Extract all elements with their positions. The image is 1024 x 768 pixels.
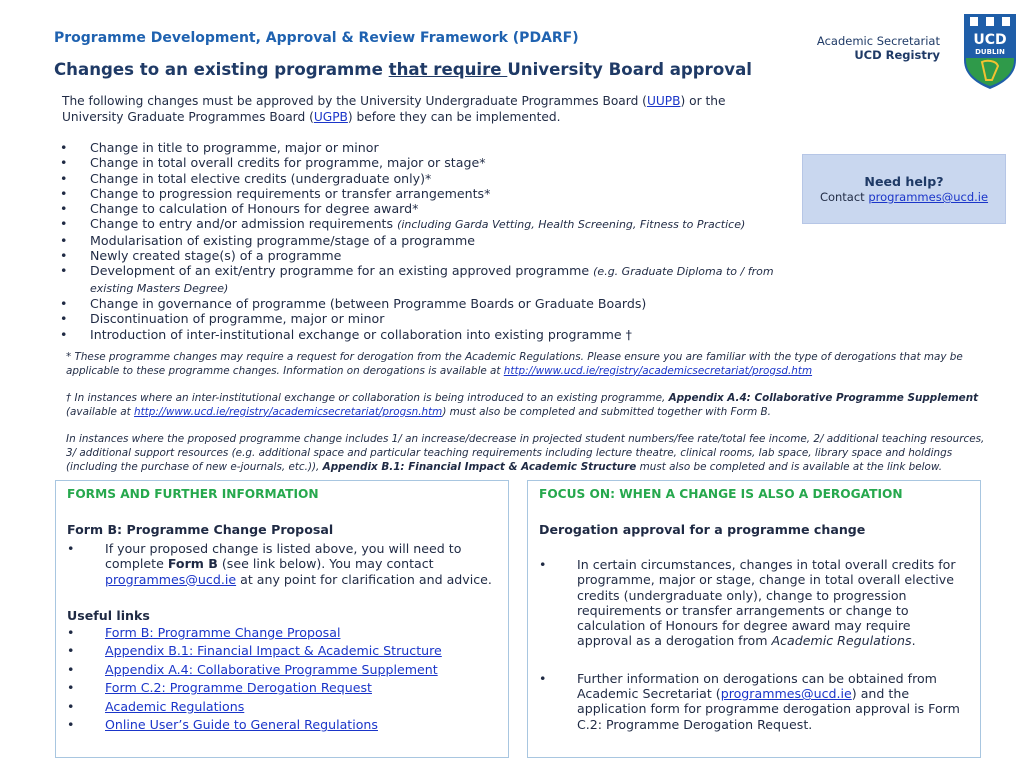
useful-link[interactable]: Academic Regulations (105, 698, 245, 714)
change-item-text: Change to progression requirements or transfer arrangements* (90, 185, 491, 201)
useful-link[interactable]: Appendix B.1: Financial Impact & Academic Structure (105, 643, 442, 659)
useful-link-item (67, 624, 508, 642)
org-block (817, 34, 940, 62)
bullet-dot: • (67, 698, 75, 714)
bullet-dot: • (67, 661, 75, 677)
derogation-heading: Derogation approval for a programme change (539, 522, 866, 537)
change-item-text: Change to entry and/or admission requirements (90, 216, 398, 232)
footnote-dagger (66, 392, 994, 419)
useful-link[interactable]: Form B: Programme Change Proposal (105, 624, 341, 640)
derogation-email-link[interactable]: programmes@ucd.ie (720, 686, 852, 702)
useful-link[interactable]: Online User’s Guide to General Regulations (105, 716, 378, 732)
change-item-text: Change in governance of programme (between Programme Boards or Graduate Boards) (90, 295, 647, 311)
help-heading: Need help? (864, 174, 944, 189)
footnote-dagger-text-1: † In instances where an inter-institutional exchange or collaboration is being introduced to an existing programme, (66, 392, 669, 405)
framework-kicker: Programme Development, Approval & Review Framework (PDARF) (54, 30, 579, 46)
change-item (60, 171, 790, 186)
useful-links-list (67, 624, 508, 734)
footnote-finance-text-2: must also be completed and is available at the link below. (636, 460, 943, 473)
bullet-dot: • (60, 311, 68, 327)
useful-link-item (67, 642, 508, 660)
progsd-link[interactable]: http://www.ucd.ie/registry/academicsecretariat/progsd.htm (503, 364, 813, 377)
change-item-text: Change to calculation of Honours for degree award* (90, 201, 419, 217)
derogation-bullet-2-text-2: ) and the application form for programme derogation approval is Form C.2: Programme Derogation Request. (577, 686, 960, 732)
useful-link-item (67, 679, 508, 697)
useful-link[interactable]: Appendix A.4: Collaborative Programme Supplement (105, 661, 438, 677)
crest-towers (970, 17, 1010, 26)
change-item (60, 155, 790, 170)
change-item-text: Change in total overall credits for programme, major or stage* (90, 155, 486, 171)
change-item (60, 201, 790, 216)
uupb-link[interactable]: UUPB (646, 94, 681, 108)
title-part-3: University Board approval (507, 60, 752, 79)
derogation-bullet-2-text-1: Further information on derogations can be obtained from Academic Secretariat ( (577, 670, 937, 702)
title-part-2: that require (388, 60, 508, 79)
intro-paragraph (62, 93, 782, 125)
change-item (60, 248, 790, 263)
form-b-heading: Form B: Programme Change Proposal (67, 522, 334, 537)
crest-text-ucd: UCD (973, 32, 1007, 48)
footnote-finance (66, 433, 994, 474)
help-contact-label: Contact (819, 190, 869, 204)
derogation-bullet-1-text: In certain circumstances, changes in total overall credits for programme, major or stage, change in total overall elective credits (undergraduate only), change to progression requirements or transfer arrangements or change to calculation of Honours for degree award may require approval as a derogation from (577, 557, 956, 649)
footnote-star-text: These programme changes may require a request for derogation from the Academic Regulations. Please ensure you are familiar with the type of derogations that may be applicable to these programme changes. Information on derogations is available at (66, 351, 963, 377)
bullet-dot: • (60, 185, 68, 201)
help-box (802, 154, 1006, 224)
derogation-panel-title: FOCUS ON: WHEN A CHANGE IS ALSO A DEROGATION (539, 487, 903, 501)
form-b-text-2: (see link below). You may contact (217, 556, 434, 572)
bullet-dot: • (60, 326, 68, 342)
change-item-text: Newly created stage(s) of a programme (90, 248, 342, 264)
org-line-2: UCD Registry (854, 48, 940, 62)
crest-harp-field (966, 58, 1014, 86)
page-title (54, 60, 752, 79)
form-b-bold: Form B (167, 556, 218, 572)
derogation-panel (527, 480, 981, 758)
useful-link-item (67, 661, 508, 679)
bullet-dot: • (67, 643, 75, 659)
change-item (60, 263, 790, 296)
bullet-dot: • (539, 557, 547, 572)
intro-text-2: ) or the University Graduate Programmes Board ( (62, 94, 726, 124)
crest-text-dublin: DUBLIN (975, 48, 1005, 56)
bullet-dot: • (60, 263, 68, 279)
title-part-1: Changes to an existing programme (54, 60, 389, 79)
change-item-text: Development of an exit/entry programme for an existing approved programme (90, 263, 594, 279)
bullet-dot: • (60, 248, 68, 264)
footnote-finance-text-1: In instances where the proposed programme change includes 1/ an increase/decrease in projected student numbers/fee rate/total fee income, 2/ additional teaching resources, 3/ additional support resources (e.g. additional space and particular teaching requirements including lecture theatre, clinical rooms, lab space, library space and holdings (including the purchase of new e-journals, etc.)), (66, 433, 985, 473)
change-item (60, 327, 790, 342)
change-item (60, 233, 790, 248)
derogation-bullet-1 (539, 557, 966, 649)
forms-email-link[interactable]: programmes@ucd.ie (105, 571, 237, 587)
progsn-link[interactable]: http://www.ucd.ie/registry/academicsecretariat/progsn.htm (134, 405, 443, 418)
bullet-dot: • (67, 680, 75, 696)
org-line-1: Academic Secretariat (816, 34, 940, 48)
footnote-finance-bold: Appendix B.1: Financial Impact & Academic Structure (322, 460, 637, 473)
change-item (60, 186, 790, 201)
derogation-bullet-1-italic: Academic Regulations (771, 633, 912, 649)
bullet-dot: • (60, 232, 68, 248)
intro-text-1: The following changes must be approved by the University Undergraduate Programmes Board ( (62, 94, 647, 108)
form-b-text-1: If your proposed change is listed above, you will need to complete (105, 541, 462, 572)
changes-list (60, 140, 790, 342)
bullet-dot: • (60, 155, 68, 171)
bullet-dot: • (60, 170, 68, 186)
change-item-note: (including Garda Vetting, Health Screening, Fitness to Practice) (397, 218, 746, 232)
change-item-text: Modularisation of existing programme/stage of a programme (90, 232, 476, 248)
footnote-star (66, 351, 994, 378)
change-item-text: Introduction of inter-institutional exchange or collaboration into existing programme † (90, 326, 632, 342)
bullet-dot: • (67, 624, 75, 640)
useful-links-heading: Useful links (67, 607, 150, 623)
form-b-text-3: at any point for clarification and advice. (236, 571, 492, 587)
useful-link[interactable]: Form C.2: Programme Derogation Request (105, 680, 372, 696)
change-item-note: (e.g. Graduate Diploma to / from existing Masters Degree) (90, 265, 774, 295)
change-item-text: Discontinuation of programme, major or minor (90, 311, 385, 327)
change-item-text: Change in title to programme, major or minor (90, 140, 379, 155)
form-b-bullet (67, 541, 494, 587)
help-email-link[interactable]: programmes@ucd.ie (868, 190, 989, 204)
ugpb-link[interactable]: UGPB (313, 110, 348, 124)
intro-text-3: ) before they can be implemented. (347, 110, 561, 124)
footnote-dagger-text-2: (available at (66, 405, 135, 418)
bullet-dot: • (60, 201, 68, 217)
bullet-dot: • (67, 541, 75, 556)
change-item (60, 140, 790, 155)
derogation-bullet-2 (539, 671, 966, 732)
derogation-bullet-1-end: . (911, 633, 916, 649)
footnote-dagger-text-3: ) must also be completed and submitted together with Form B. (442, 405, 771, 418)
change-item (60, 216, 790, 232)
forms-panel-title: FORMS AND FURTHER INFORMATION (67, 487, 319, 501)
useful-link-item (67, 698, 508, 716)
help-contact (803, 190, 1005, 204)
bullet-dot: • (60, 295, 68, 311)
useful-link-item (67, 716, 508, 734)
bullet-dot: • (67, 716, 75, 732)
footnote-star-mark: * (66, 351, 75, 363)
change-item (60, 311, 790, 326)
change-item-text: Change in total elective credits (undergraduate only)* (90, 170, 432, 186)
change-item (60, 296, 790, 311)
ucd-crest-logo (962, 12, 1018, 90)
footnotes (66, 351, 994, 488)
bullet-dot: • (539, 670, 547, 686)
forms-panel (55, 480, 509, 758)
bullet-dot: • (60, 216, 68, 232)
bullet-dot: • (60, 140, 68, 155)
footnote-dagger-bold: Appendix A.4: Collaborative Programme Supplement (668, 392, 979, 405)
